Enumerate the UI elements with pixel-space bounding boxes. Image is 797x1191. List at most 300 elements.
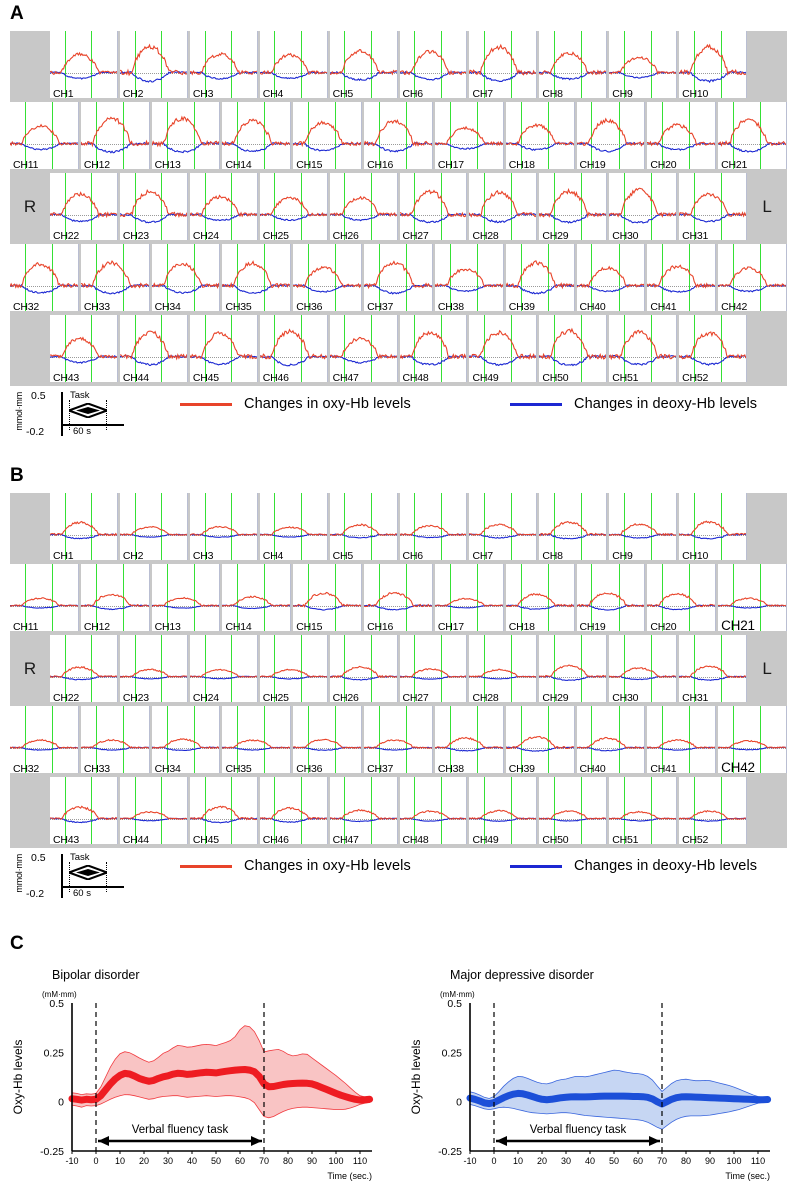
channel-cell xyxy=(647,102,716,169)
channel-cell xyxy=(330,173,398,240)
panel-b-legend-strip xyxy=(10,850,787,906)
y-tick-label: 0.25 xyxy=(43,1047,64,1060)
channel-label: CH45 xyxy=(192,833,219,844)
channel-label: CH46 xyxy=(262,833,289,844)
channel-cell xyxy=(364,244,433,311)
y-tick-label: -0.25 xyxy=(438,1146,462,1158)
chart-title: Major depressive disorder xyxy=(450,968,594,982)
channel-label: CH49 xyxy=(472,371,499,382)
chart-title: Bipolar disorder xyxy=(52,968,140,982)
channel-cell xyxy=(330,493,398,560)
channel-label: CH49 xyxy=(472,833,499,844)
grid-margin-left xyxy=(10,777,50,844)
channel-cell xyxy=(190,493,258,560)
scale-bar-unit: mmol·mm xyxy=(14,854,24,893)
channel-label: CH7 xyxy=(472,549,493,560)
channel-label: CH32 xyxy=(13,300,40,311)
channel-label: CH16 xyxy=(367,620,394,631)
x-tick-label: 80 xyxy=(680,1156,692,1166)
channel-row xyxy=(10,493,787,560)
channel-label: CH35 xyxy=(225,762,252,773)
channel-label: CH35 xyxy=(225,300,252,311)
channel-label: CH43 xyxy=(53,371,80,382)
channel-cell xyxy=(81,706,150,773)
channel-cell xyxy=(679,777,747,844)
channel-label: CH10 xyxy=(682,549,709,560)
channel-label: CH30 xyxy=(612,691,639,702)
channel-label: CH25 xyxy=(262,229,289,240)
channel-cell xyxy=(647,706,716,773)
channel-label: CH23 xyxy=(122,229,149,240)
channel-cell xyxy=(364,102,433,169)
channel-cell xyxy=(506,564,575,631)
x-tick-label: 110 xyxy=(352,1156,368,1166)
channel-cell xyxy=(260,777,328,844)
panel-b-channel-grid xyxy=(10,493,787,848)
legend-item-deoxy xyxy=(510,396,757,412)
channel-cell xyxy=(222,102,291,169)
channel-cell xyxy=(539,777,607,844)
channel-cell xyxy=(647,564,716,631)
channel-cell xyxy=(260,315,328,382)
channel-cell xyxy=(435,244,504,311)
task-diamond-icon xyxy=(69,403,107,418)
channel-cell xyxy=(506,706,575,773)
channel-cell xyxy=(539,173,607,240)
channel-label: CH27 xyxy=(402,229,429,240)
x-tick-label: 10 xyxy=(114,1156,126,1166)
channel-label: CH48 xyxy=(402,371,429,382)
channel-cell xyxy=(152,706,221,773)
x-tick-label: 10 xyxy=(512,1156,524,1166)
grid-margin-left xyxy=(10,31,50,98)
channel-cell xyxy=(609,315,677,382)
channel-cell xyxy=(679,493,747,560)
channel-cell xyxy=(435,102,504,169)
channel-cell xyxy=(364,706,433,773)
channel-label: CH34 xyxy=(154,762,181,773)
x-axis-label: Time (sec.) xyxy=(327,1171,372,1181)
channel-label: CH22 xyxy=(53,229,80,240)
channel-cell xyxy=(120,493,188,560)
channel-row xyxy=(10,635,787,702)
legend-swatch-oxy xyxy=(180,865,232,868)
legend-label-deoxy: Changes in deoxy-Hb levels xyxy=(574,396,758,412)
channel-cell xyxy=(260,635,328,702)
channel-label: CH40 xyxy=(579,300,606,311)
channel-label: CH19 xyxy=(579,158,606,169)
channel-label: CH3 xyxy=(192,87,214,98)
channel-cell xyxy=(400,493,468,560)
channel-cell xyxy=(260,31,328,98)
y-axis-label: Oxy-Hb levels xyxy=(409,1039,423,1115)
channel-label: CH47 xyxy=(332,833,359,844)
channel-cell xyxy=(190,777,258,844)
x-axis-label: Time (sec.) xyxy=(725,1171,770,1181)
scale-bar-unit: mmol·mm xyxy=(14,392,24,431)
channel-cell xyxy=(539,315,607,382)
x-tick-label: 20 xyxy=(536,1156,548,1166)
channel-cell xyxy=(469,635,537,702)
channel-label: CH52 xyxy=(682,371,709,382)
panel-c xyxy=(0,930,797,1191)
channel-label: CH4 xyxy=(262,87,284,98)
y-tick-label: 0 xyxy=(58,1096,64,1109)
scale-bar-vertical-axis xyxy=(61,854,63,898)
channel-cell xyxy=(293,706,362,773)
channel-label: CH46 xyxy=(262,371,289,382)
channel-cell xyxy=(10,706,79,773)
channel-label: CH36 xyxy=(296,762,323,773)
channel-cell xyxy=(469,31,537,98)
channel-cell xyxy=(120,635,188,702)
channel-label: CH48 xyxy=(402,833,429,844)
task-annotation-label: Verbal fluency task xyxy=(529,1124,627,1136)
channel-row xyxy=(10,564,787,631)
channel-label: CH19 xyxy=(579,620,606,631)
channel-row xyxy=(10,315,787,382)
channel-label: CH33 xyxy=(83,762,110,773)
channel-label: CH44 xyxy=(122,833,149,844)
channel-cell xyxy=(539,635,607,702)
channel-label: CH13 xyxy=(154,158,181,169)
channel-label: CH51 xyxy=(612,833,639,844)
panel-a-letter: A xyxy=(10,3,25,24)
y-axis-label: Oxy-Hb levels xyxy=(11,1039,25,1115)
chart-svg xyxy=(0,959,398,1191)
channel-label: CH20 xyxy=(650,158,677,169)
channel-label: CH37 xyxy=(367,300,394,311)
legend xyxy=(180,858,777,874)
channel-label: CH24 xyxy=(192,229,219,240)
x-tick-label: -10 xyxy=(65,1156,79,1166)
channel-label: CH15 xyxy=(296,620,323,631)
channel-label: CH17 xyxy=(437,620,464,631)
grid-margin-left xyxy=(10,315,50,382)
x-tick-label: 0 xyxy=(491,1156,497,1166)
channel-cell xyxy=(222,564,291,631)
channel-cell xyxy=(718,564,787,631)
panel-a-legend-strip xyxy=(10,388,787,444)
channel-cell xyxy=(120,315,188,382)
channel-cell xyxy=(330,31,398,98)
legend-label-deoxy: Changes in deoxy-Hb levels xyxy=(574,858,758,874)
hemisphere-label-right: R xyxy=(10,635,50,702)
channel-cell xyxy=(539,493,607,560)
channel-cell xyxy=(469,777,537,844)
channel-label: CH16 xyxy=(367,158,394,169)
channel-cell xyxy=(10,102,79,169)
x-tick-label: 110 xyxy=(750,1156,766,1166)
scale-bar-min: -0.2 xyxy=(26,888,45,900)
channel-cell xyxy=(609,635,677,702)
panel-b xyxy=(0,462,797,906)
panel-b-letter: B xyxy=(10,465,25,486)
y-axis-unit: (mM·mm) xyxy=(42,990,77,999)
hemisphere-label-right: R xyxy=(10,173,50,240)
channel-cell xyxy=(190,315,258,382)
channel-label: CH26 xyxy=(332,691,359,702)
x-tick-label: 90 xyxy=(704,1156,716,1166)
channel-label: CH40 xyxy=(579,762,606,773)
x-tick-label: 30 xyxy=(162,1156,174,1166)
channel-label: CH18 xyxy=(508,158,535,169)
channel-label: CH14 xyxy=(225,620,252,631)
channel-label: CH26 xyxy=(332,229,359,240)
channel-label: CH15 xyxy=(296,158,323,169)
channel-label: CH50 xyxy=(542,371,569,382)
channel-cell xyxy=(10,564,79,631)
channel-cell xyxy=(330,777,398,844)
task-diamond-icon xyxy=(69,865,107,880)
x-tick-label: 60 xyxy=(234,1156,246,1166)
channel-cell xyxy=(50,173,118,240)
channel-label: CH31 xyxy=(682,229,709,240)
legend-item-oxy xyxy=(180,858,510,874)
channel-label: CH22 xyxy=(53,691,80,702)
channel-cell xyxy=(120,173,188,240)
channel-label: CH21 xyxy=(721,158,748,169)
channel-cell xyxy=(190,635,258,702)
scale-bar-task-label: Task xyxy=(70,852,90,863)
channel-cell xyxy=(647,244,716,311)
channel-cell xyxy=(718,102,787,169)
channel-label: CH25 xyxy=(262,691,289,702)
channel-row xyxy=(10,706,787,773)
channel-label: CH8 xyxy=(542,549,563,560)
channel-row xyxy=(10,777,787,844)
channel-cell xyxy=(152,244,221,311)
grid-margin-right xyxy=(747,493,787,560)
panel-a xyxy=(0,0,797,444)
channel-label: CH28 xyxy=(472,691,499,702)
channel-cell xyxy=(260,493,328,560)
channel-cell xyxy=(718,706,787,773)
channel-label: CH8 xyxy=(542,87,563,98)
channel-cell xyxy=(400,635,468,702)
task-annotation-label: Verbal fluency task xyxy=(131,1124,229,1136)
channel-label: CH1 xyxy=(53,87,74,98)
y-tick-label: 0.5 xyxy=(447,998,462,1010)
channel-cell xyxy=(506,102,575,169)
y-tick-label: -0.25 xyxy=(40,1146,64,1158)
channel-label: CH28 xyxy=(472,229,499,240)
channel-label: CH29 xyxy=(542,691,569,702)
chart-1 xyxy=(0,959,398,1191)
channel-label: CH6 xyxy=(402,549,423,560)
channel-row xyxy=(10,102,787,169)
channel-row xyxy=(10,31,787,98)
panel-a-channel-grid xyxy=(10,31,787,386)
channel-label: CH42 xyxy=(721,300,748,311)
channel-label: CH30 xyxy=(612,229,639,240)
channel-label: CH4 xyxy=(262,549,284,560)
channel-cell xyxy=(293,102,362,169)
channel-label: CH36 xyxy=(296,300,323,311)
channel-label: CH14 xyxy=(225,158,252,169)
channel-label: CH41 xyxy=(650,762,677,773)
legend-item-deoxy xyxy=(510,858,757,874)
channel-label: CH32 xyxy=(13,762,40,773)
channel-cell xyxy=(81,244,150,311)
channel-cell xyxy=(190,173,258,240)
channel-cell xyxy=(120,31,188,98)
channel-label: CH29 xyxy=(542,229,569,240)
channel-cell xyxy=(469,173,537,240)
scale-bar-max: 0.5 xyxy=(31,852,46,864)
channel-cell xyxy=(330,635,398,702)
channel-cell xyxy=(469,493,537,560)
grid-margin-right xyxy=(747,31,787,98)
channel-cell xyxy=(120,777,188,844)
legend-swatch-deoxy xyxy=(510,403,562,406)
channel-cell xyxy=(609,31,677,98)
channel-cell xyxy=(190,31,258,98)
channel-cell xyxy=(81,564,150,631)
channel-cell xyxy=(469,315,537,382)
channel-label: CH52 xyxy=(682,833,709,844)
channel-cell xyxy=(400,31,468,98)
channel-cell xyxy=(222,706,291,773)
channel-label: CH12 xyxy=(83,158,110,169)
channel-cell xyxy=(364,564,433,631)
channel-cell xyxy=(330,315,398,382)
channel-cell xyxy=(577,102,646,169)
channel-cell xyxy=(679,31,747,98)
x-tick-label: -10 xyxy=(463,1156,477,1166)
channel-cell xyxy=(400,173,468,240)
channel-cell xyxy=(152,564,221,631)
channel-cell xyxy=(50,493,118,560)
channel-label: CH5 xyxy=(332,87,354,98)
channel-cell xyxy=(293,244,362,311)
panel-c-plots xyxy=(0,959,797,1191)
y-tick-label: 0.25 xyxy=(441,1047,462,1060)
y-axis-unit: (mM·mm) xyxy=(440,990,475,999)
y-tick-label: 0 xyxy=(456,1096,462,1109)
channel-label: CH50 xyxy=(542,833,569,844)
channel-label: CH9 xyxy=(612,87,633,98)
x-tick-label: 40 xyxy=(186,1156,198,1166)
channel-cell xyxy=(679,635,747,702)
x-tick-label: 20 xyxy=(138,1156,150,1166)
scale-bar xyxy=(14,850,164,904)
channel-label: CH38 xyxy=(437,762,464,773)
channel-label: CH47 xyxy=(332,371,359,382)
channel-cell xyxy=(293,564,362,631)
channel-cell xyxy=(506,244,575,311)
channel-label: CH20 xyxy=(650,620,677,631)
chart-svg xyxy=(398,959,796,1191)
channel-cell xyxy=(400,315,468,382)
channel-label: CH9 xyxy=(612,549,633,560)
channel-label: CH6 xyxy=(402,87,423,98)
x-tick-label: 70 xyxy=(656,1156,668,1166)
channel-label: CH21 xyxy=(721,617,755,631)
x-tick-label: 100 xyxy=(726,1156,742,1166)
x-tick-label: 0 xyxy=(93,1156,99,1166)
legend-swatch-oxy xyxy=(180,403,232,406)
channel-cell xyxy=(577,706,646,773)
grid-margin-left xyxy=(10,493,50,560)
channel-row xyxy=(10,244,787,311)
channel-label: CH44 xyxy=(122,371,149,382)
scale-bar xyxy=(14,388,164,442)
channel-label: CH23 xyxy=(122,691,149,702)
scale-bar-duration: 60 s xyxy=(73,888,91,899)
channel-cell xyxy=(10,244,79,311)
channel-cell xyxy=(679,315,747,382)
channel-cell xyxy=(679,173,747,240)
legend-item-oxy xyxy=(180,396,510,412)
channel-cell xyxy=(577,564,646,631)
channel-label: CH12 xyxy=(83,620,110,631)
hemisphere-label-left: L xyxy=(747,173,787,240)
channel-label: CH39 xyxy=(508,762,535,773)
channel-label: CH33 xyxy=(83,300,110,311)
channel-cell xyxy=(81,102,150,169)
channel-label: CH13 xyxy=(154,620,181,631)
task-annotation-arrow xyxy=(496,1136,660,1146)
channel-cell xyxy=(539,31,607,98)
channel-cell xyxy=(50,777,118,844)
channel-label: CH2 xyxy=(122,87,144,98)
channel-cell xyxy=(577,244,646,311)
x-tick-label: 30 xyxy=(560,1156,572,1166)
task-annotation-arrow xyxy=(98,1136,262,1146)
x-tick-label: 50 xyxy=(608,1156,620,1166)
channel-cell xyxy=(400,777,468,844)
scale-bar-max: 0.5 xyxy=(31,390,46,402)
x-tick-label: 60 xyxy=(632,1156,644,1166)
hemisphere-label-left: L xyxy=(747,635,787,702)
channel-label: CH3 xyxy=(192,549,214,560)
channel-label: CH1 xyxy=(53,549,74,560)
channel-cell xyxy=(260,173,328,240)
channel-label: CH27 xyxy=(402,691,429,702)
channel-label: CH51 xyxy=(612,371,639,382)
scale-bar-min: -0.2 xyxy=(26,426,45,438)
x-tick-label: 90 xyxy=(306,1156,318,1166)
channel-cell xyxy=(50,31,118,98)
channel-label: CH39 xyxy=(508,300,535,311)
channel-cell xyxy=(50,315,118,382)
channel-cell xyxy=(609,493,677,560)
scale-bar-task-label: Task xyxy=(70,390,90,401)
grid-margin-right xyxy=(747,777,787,844)
channel-label: CH42 xyxy=(721,759,755,773)
channel-label: CH18 xyxy=(508,620,535,631)
channel-row xyxy=(10,173,787,240)
x-tick-label: 50 xyxy=(210,1156,222,1166)
channel-label: CH2 xyxy=(122,549,144,560)
channel-label: CH7 xyxy=(472,87,493,98)
channel-label: CH37 xyxy=(367,762,394,773)
scale-bar-vertical-axis xyxy=(61,392,63,436)
x-tick-label: 40 xyxy=(584,1156,596,1166)
channel-label: CH10 xyxy=(682,87,709,98)
panel-c-letter: C xyxy=(10,933,25,954)
legend-label-oxy: Changes in oxy-Hb levels xyxy=(244,858,411,874)
legend-label-oxy: Changes in oxy-Hb levels xyxy=(244,396,411,412)
chart-2 xyxy=(398,959,796,1191)
channel-cell xyxy=(718,244,787,311)
channel-label: CH31 xyxy=(682,691,709,702)
channel-cell xyxy=(50,635,118,702)
scale-bar-horizontal-axis xyxy=(61,886,124,888)
channel-label: CH43 xyxy=(53,833,80,844)
scale-bar-duration: 60 s xyxy=(73,426,91,437)
